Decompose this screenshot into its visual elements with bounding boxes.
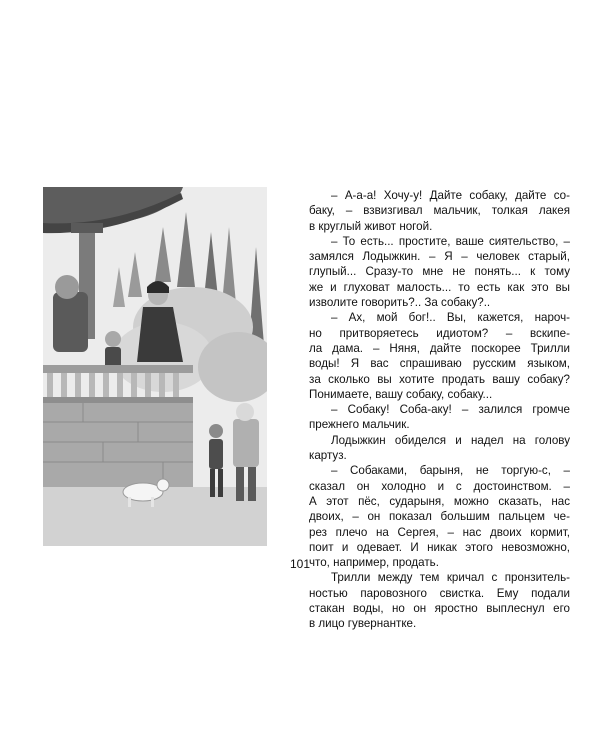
text-line: сказал он холодно и с достоинством. – bbox=[309, 479, 570, 493]
text-line: за сколько вы хотите продать вашу собаку? bbox=[309, 372, 570, 386]
text-line: – А-а-а! Хочу-у! Дайте собаку, дайте со- bbox=[331, 189, 570, 202]
paragraph bbox=[309, 188, 570, 234]
text-line: что, например, продать. bbox=[309, 556, 439, 570]
text-line: замялся Лодыжкин. – Я – человек старый, bbox=[309, 250, 570, 264]
text-line: ла дама. – Няня, дайте поскорее Трилли bbox=[309, 341, 570, 355]
paragraph bbox=[309, 570, 570, 631]
text-line: в круглый живот ногой. bbox=[309, 219, 433, 233]
text-line: – Ах, мой бог!.. Вы, кажется, нароч- bbox=[331, 311, 570, 325]
text-line: Лодыжкин обиделся и надел на голову bbox=[331, 433, 570, 447]
text-line: – Собаками, барыня, не торгую-с, – bbox=[331, 464, 570, 478]
text-line: баку, – взвизгивал мальчик, толкая лакея bbox=[309, 204, 570, 218]
book-illustration-icon bbox=[43, 187, 267, 546]
text-line: изволите говорить?.. За собаку?.. bbox=[309, 296, 491, 310]
text-line: – Собаку! Соба-аку! – залился громче bbox=[331, 403, 570, 417]
text-line: картуз. bbox=[309, 449, 347, 463]
text-line: стакан воды, но он яростно выплеснул его bbox=[309, 602, 570, 616]
text-line: глупый... Сразу-то мне не понять... к тому bbox=[309, 265, 570, 279]
text-line: воды! Я вас спрашиваю русским языком, bbox=[309, 357, 570, 371]
paragraph bbox=[309, 463, 570, 570]
text-line: А этот пёс, сударыня, можно сказать, нас bbox=[309, 494, 570, 508]
text-line: двоих, – он показал большим пальцем че- bbox=[309, 510, 570, 524]
text-line: прежнего мальчик. bbox=[309, 418, 410, 432]
text-line: же и глуховат малость... то есть как это вы bbox=[309, 280, 570, 294]
text-line: ностью паровозного свистка. Ему подали bbox=[309, 586, 570, 600]
paragraph bbox=[309, 402, 570, 433]
text-line: – То есть... простите, ваше сиятельство, – bbox=[331, 234, 570, 248]
text-line: Понимаете, вашу собаку, собаку... bbox=[309, 387, 493, 401]
book-illustration bbox=[43, 187, 267, 546]
text-line: в лицо гувернантке. bbox=[309, 617, 417, 631]
page-number: 101 bbox=[289, 557, 311, 571]
text-line: поит и одевает. И никак этого невозможно, bbox=[309, 540, 570, 554]
paragraph bbox=[309, 234, 570, 310]
text-line: Трилли между тем кричал с пронзитель- bbox=[331, 571, 570, 585]
text-line: рез плечо на Сергея, – нас двоих кормит, bbox=[309, 525, 570, 539]
text-line: но притворяетесь идиотом? – вскипе- bbox=[309, 326, 570, 340]
paragraph bbox=[309, 310, 570, 402]
paragraph bbox=[309, 433, 570, 464]
